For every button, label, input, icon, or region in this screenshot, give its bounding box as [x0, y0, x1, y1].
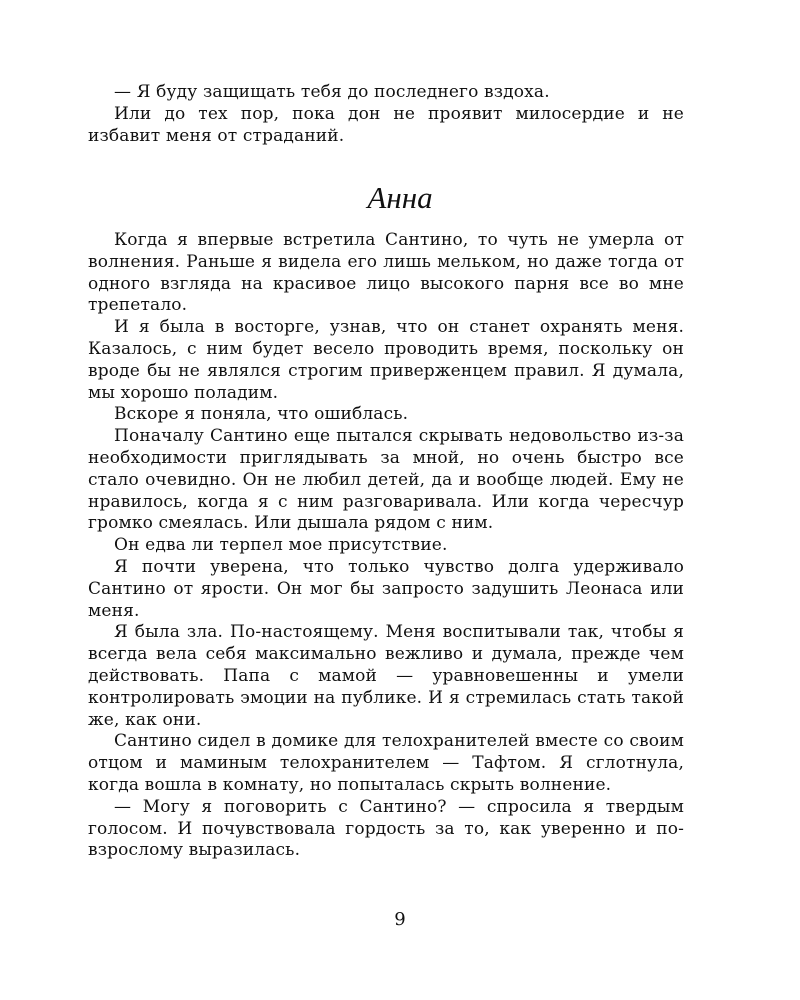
paragraph: Вскоре я поняла, что ошиблась.	[114, 404, 409, 425]
paragraph: Сантино сидел в домике для телохранителей вместе со своим отцом и маминым телохранителем — Тафтом. Я сглотнула, когда вошла в комнату, но попыталась скрыть волнение.	[88, 731, 684, 795]
paragraph: Я почти уверена, что только чувство долга удерживало Сантино от ярости. Он мог бы запросто задушить Леонаса или меня.	[88, 556, 684, 621]
page-number: 9	[394, 909, 406, 930]
paragraph: Когда я впервые встретила Сантино, то чуть не умерла от волнения. Раньше я видела его лишь мельком, но даже тогда от одного взгляда на красивое лицо высокого парня все во мне трепетало.	[88, 230, 684, 316]
paragraph: Он едва ли терпел мое присутствие.	[114, 535, 448, 556]
paragraph: Я была зла. По-настоящему. Меня воспитывали так, чтобы я всегда вела себя максимально вежливо и думала, прежде чем действовать. Папа с мамой — уравновешенны и умели контролировать эмоции на публике. И я стремилась стать такой же, как они.	[88, 622, 684, 730]
paragraph: Или до тех пор, пока дон не проявит милосердие и не избавит меня от страданий.	[88, 103, 684, 146]
chapter-title: Анна	[367, 180, 433, 215]
paragraph: И я была в восторге, узнав, что он станет охранять меня. Казалось, с ним будет весело проводить время, поскольку он вроде бы не являлся строгим приверженцем правил. Я думала, мы хорошо поладим.	[88, 317, 684, 403]
paragraph: — Могу я поговорить с Сантино? — спросила я твердым голосом. И почувствовала гордость за то, как уверенно и по-взрослому выразилась.	[88, 796, 684, 861]
previous-section-text	[88, 82, 684, 147]
chapter-body-text	[88, 230, 684, 862]
paragraph: — Я буду защищать тебя до последнего вздоха.	[114, 82, 550, 102]
paragraph: Поначалу Сантино еще пытался скрывать недовольство из-за необходимости приглядывать за мной, но очень быстро все стало очевидно. Он не любил детей, да и вообще людей. Ему не нравилось, когда я с ним разговаривала. Или когда чересчур громко смеялась. Или дышала рядом с ним.	[88, 426, 684, 534]
